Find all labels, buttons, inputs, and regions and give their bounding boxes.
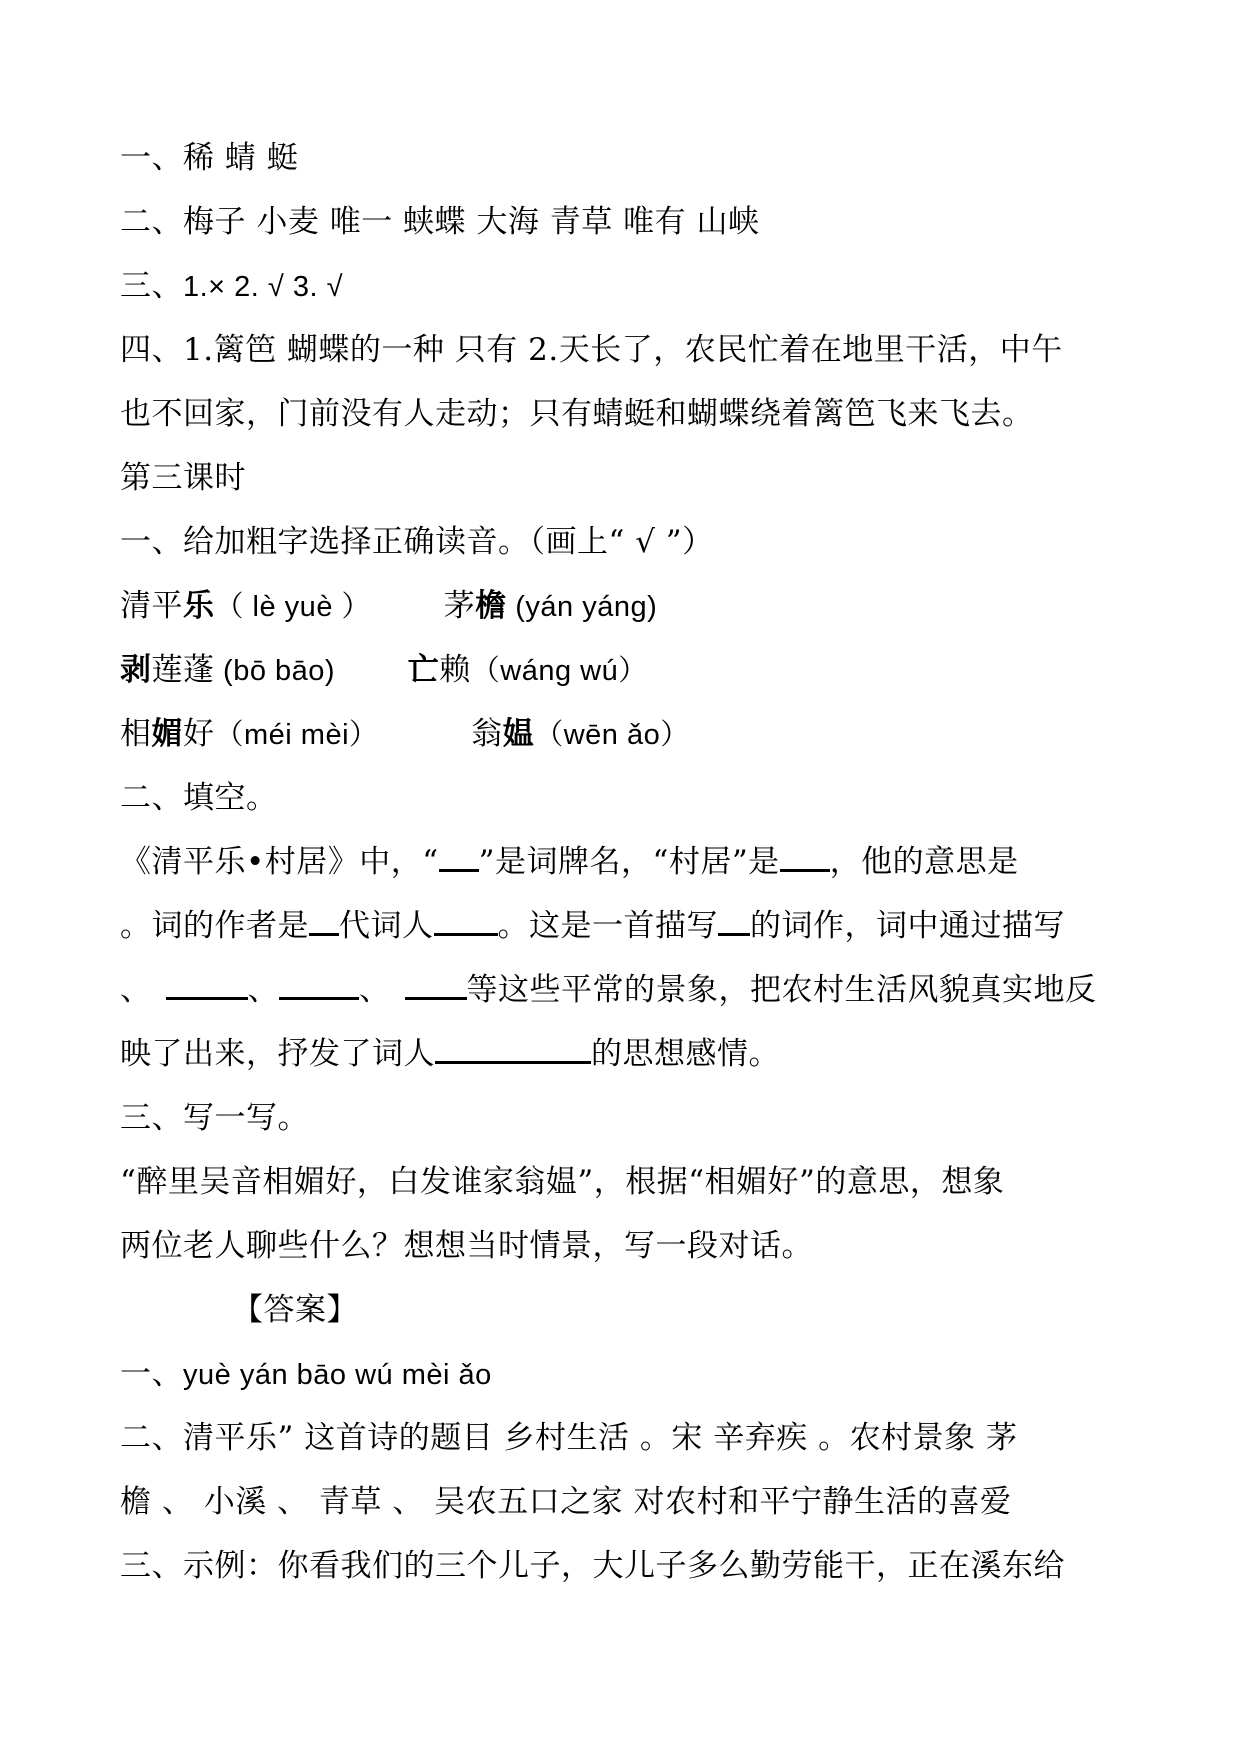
answer-key-3: 三、示例：你看我们的三个儿子，大儿子多么勤劳能干，正在溪东给 [120,1548,1065,1584]
pinyin-options-yan: (yán yáng) [506,591,658,623]
blank-scene-3[interactable] [405,973,467,1000]
word-maoyan: 茅檐 [443,588,507,624]
answer-line-3-prefix: 三、 [120,268,183,304]
word-qingpingle: 清平乐 [120,588,215,624]
fill-heading: 二、填空。 [120,780,278,816]
word-bolianpeng: 剥莲蓬 [120,652,215,688]
pinyin-row-2 [120,638,1130,702]
word-wengao: 翁媪 [471,716,535,752]
pinyin-options-le: （ lè yuè ） [214,591,371,623]
answer-key-2-line-2: 檐 、 小溪 、 青草 、 吴农五口之家 对农村和平宁静生活的喜爱 [120,1484,1012,1520]
fill-line-1: 《清平乐•村居》中，“ ”是词牌名，“村居”是 ，他的意思是 [120,844,1019,880]
answer-key-1: 一、yuè yán bāo wú mèi ǎo [120,1356,492,1392]
blank-feeling[interactable] [435,1037,591,1064]
answer-line-3-marks: 1.× 2. √ 3. √ [183,271,344,303]
answer-line-5: 也不回家，门前没有人走动；只有蜻蜓和蝴蝶绕着篱笆飞来飞去。 [120,396,1034,432]
answer-key-2-line-1: 二、清平乐” 这首诗的题目 乡村生活 。宋 辛弃疾 。农村景象 茅 [120,1420,1018,1456]
write-prompt-line-1: “醉里吴音相媚好，白发谁家翁媪”，根据“相媚好”的意思，想象 [120,1164,1005,1200]
blank-author[interactable] [434,909,498,936]
pinyin-options-mei: （méi mèi） [214,719,379,751]
blank-cipai[interactable] [439,845,479,872]
answer-key-label: 【答案】 [232,1292,358,1328]
pinyin-row-3 [120,702,1130,766]
write-heading: 三、写一写。 [120,1100,309,1136]
blank-dynasty[interactable] [309,909,339,936]
blank-cunju[interactable] [780,845,830,872]
blank-scene-1[interactable] [166,973,248,1000]
pinyin-question-heading: 一、给加粗字选择正确读音。（画上“ √ ”） [120,524,714,560]
pinyin-options-ao: （wēn ǎo） [534,719,690,751]
pinyin-row-1 [120,574,1130,638]
fill-line-2: 。词的作者是 代词人 。这是一首描写 的词作，词中通过描写 [120,908,1065,944]
answer-line-1: 一、稀 蜻 蜓 [120,140,299,176]
fill-line-4: 映了出来，抒发了词人 的思想感情。 [120,1036,780,1072]
lesson-heading: 第三课时 [120,460,246,496]
answer-line-3 [120,254,1130,318]
word-wulai: 亡赖 [407,652,471,688]
blank-subject[interactable] [718,909,750,936]
fill-line-3: 、 、 、 等这些平常的景象，把农村生活风貌真实地反 [120,972,1097,1008]
pinyin-options-wang: （wáng wú） [470,655,648,687]
answer-line-2: 二、梅子 小麦 唯一 蛱蝶 大海 青草 唯有 山峡 [120,204,760,240]
write-prompt-line-2: 两位老人聊些什么？想想当时情景，写一段对话。 [120,1228,813,1264]
answer-line-4: 四、1.篱笆 蝴蝶的一种 只有 2.天长了，农民忙着在地里干活，中午 [120,332,1063,368]
pinyin-options-bo: (bō bāo) [214,655,336,687]
word-xiangmeihao: 相媚好 [120,716,215,752]
blank-scene-2[interactable] [279,973,359,1000]
